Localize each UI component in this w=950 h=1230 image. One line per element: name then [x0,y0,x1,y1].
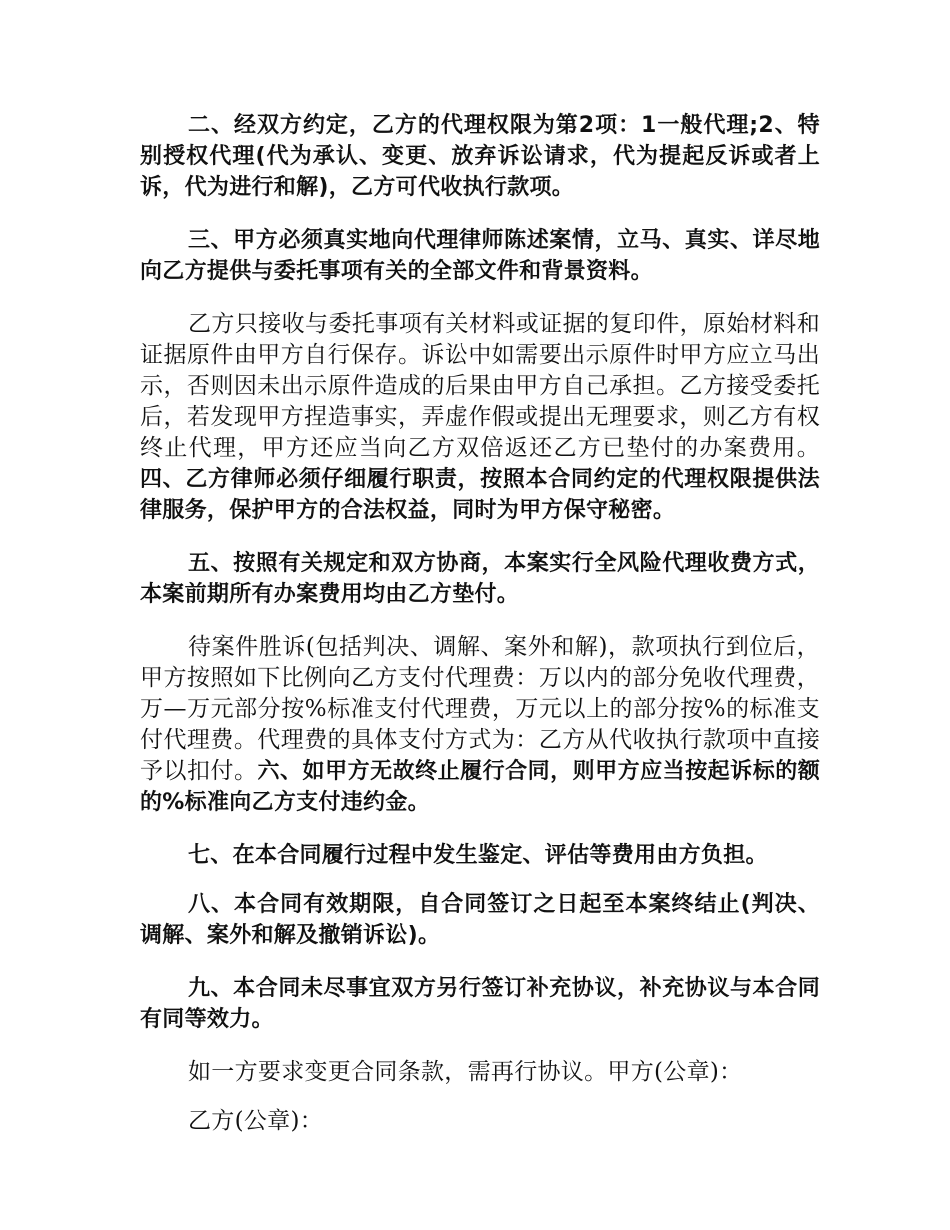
clause-5-payment-and-clause-6 [140,632,820,818]
clause-5-fee-mode: 五、按照有关规定和双方协商，本案实行全风险代理收费方式，本案前期所有办案费用均由乙方垫付。 [140,551,820,607]
clause-3-copies-and-clause-4 [140,309,820,526]
clause-7-expenses: 七、在本合同履行过程中发生鉴定、评估等费用由方负担。 [188,843,768,868]
clause-6-penalty: 六、如甲方无故终止履行合同，则甲方应当按起诉标的额的%标准向乙方支付违约金。 [140,759,821,815]
clause-4-duties: 四、乙方律师必须仔细履行职责，按照本合同约定的代理权限提供法律服务，保护甲方的合法权益，同时为甲方保守秘密。 [140,467,820,523]
document-page [140,110,820,1137]
clause-8-term: 八、本合同有效期限，自合同签订之日起至本案终结止(判决、调解、案外和解及撤销诉讼)。 [140,892,820,948]
party-b-seal-line: 乙方(公章)： [188,1108,324,1134]
clause-2-authority: 二、经双方约定，乙方的代理权限为第2项：1一般代理;2、特别授权代理(代为承认、变更、放弃诉讼请求，代为提起反诉或者上诉，代为进行和解)，乙方可代收执行款项。 [140,113,820,200]
clause-5-payment-text: 待案件胜诉(包括判决、调解、案外和解)，款项执行到位后，甲方按照如下比例向乙方支付代理费：万以内的部分免收代理费，万—万元部分按%标准支付代理费，万元以上的部分按%的标准支付代理费。代理费的具体支付方式为：乙方从代收执行款项中直接予以扣付。 [140,634,820,784]
party-a-seal-line: 如一方要求变更合同条款，需再行协议。甲方(公章)： [188,1059,743,1085]
clause-9-supplement: 九、本合同未尽事宜双方另行签订补充协议，补充协议与本合同有同等效力。 [140,976,820,1032]
clause-3-disclosure: 三、甲方必须真实地向代理律师陈述案情，立马、真实、详尽地向乙方提供与委托事项有关的全部文件和背景资料。 [140,228,820,284]
clause-3-copies-text: 乙方只接收与委托事项有关材料或证据的复印件，原始材料和证据原件由甲方自行保存。诉讼中如需要出示原件时甲方应立马出示，否则因未出示原件造成的后果由甲方自己承担。乙方接受委托后，若发现甲方捏造事实，弄虚作假或提出无理要求，则乙方有权终止代理，甲方还应当向乙方双倍返还乙方已垫付的办案费用。 [140,311,820,461]
